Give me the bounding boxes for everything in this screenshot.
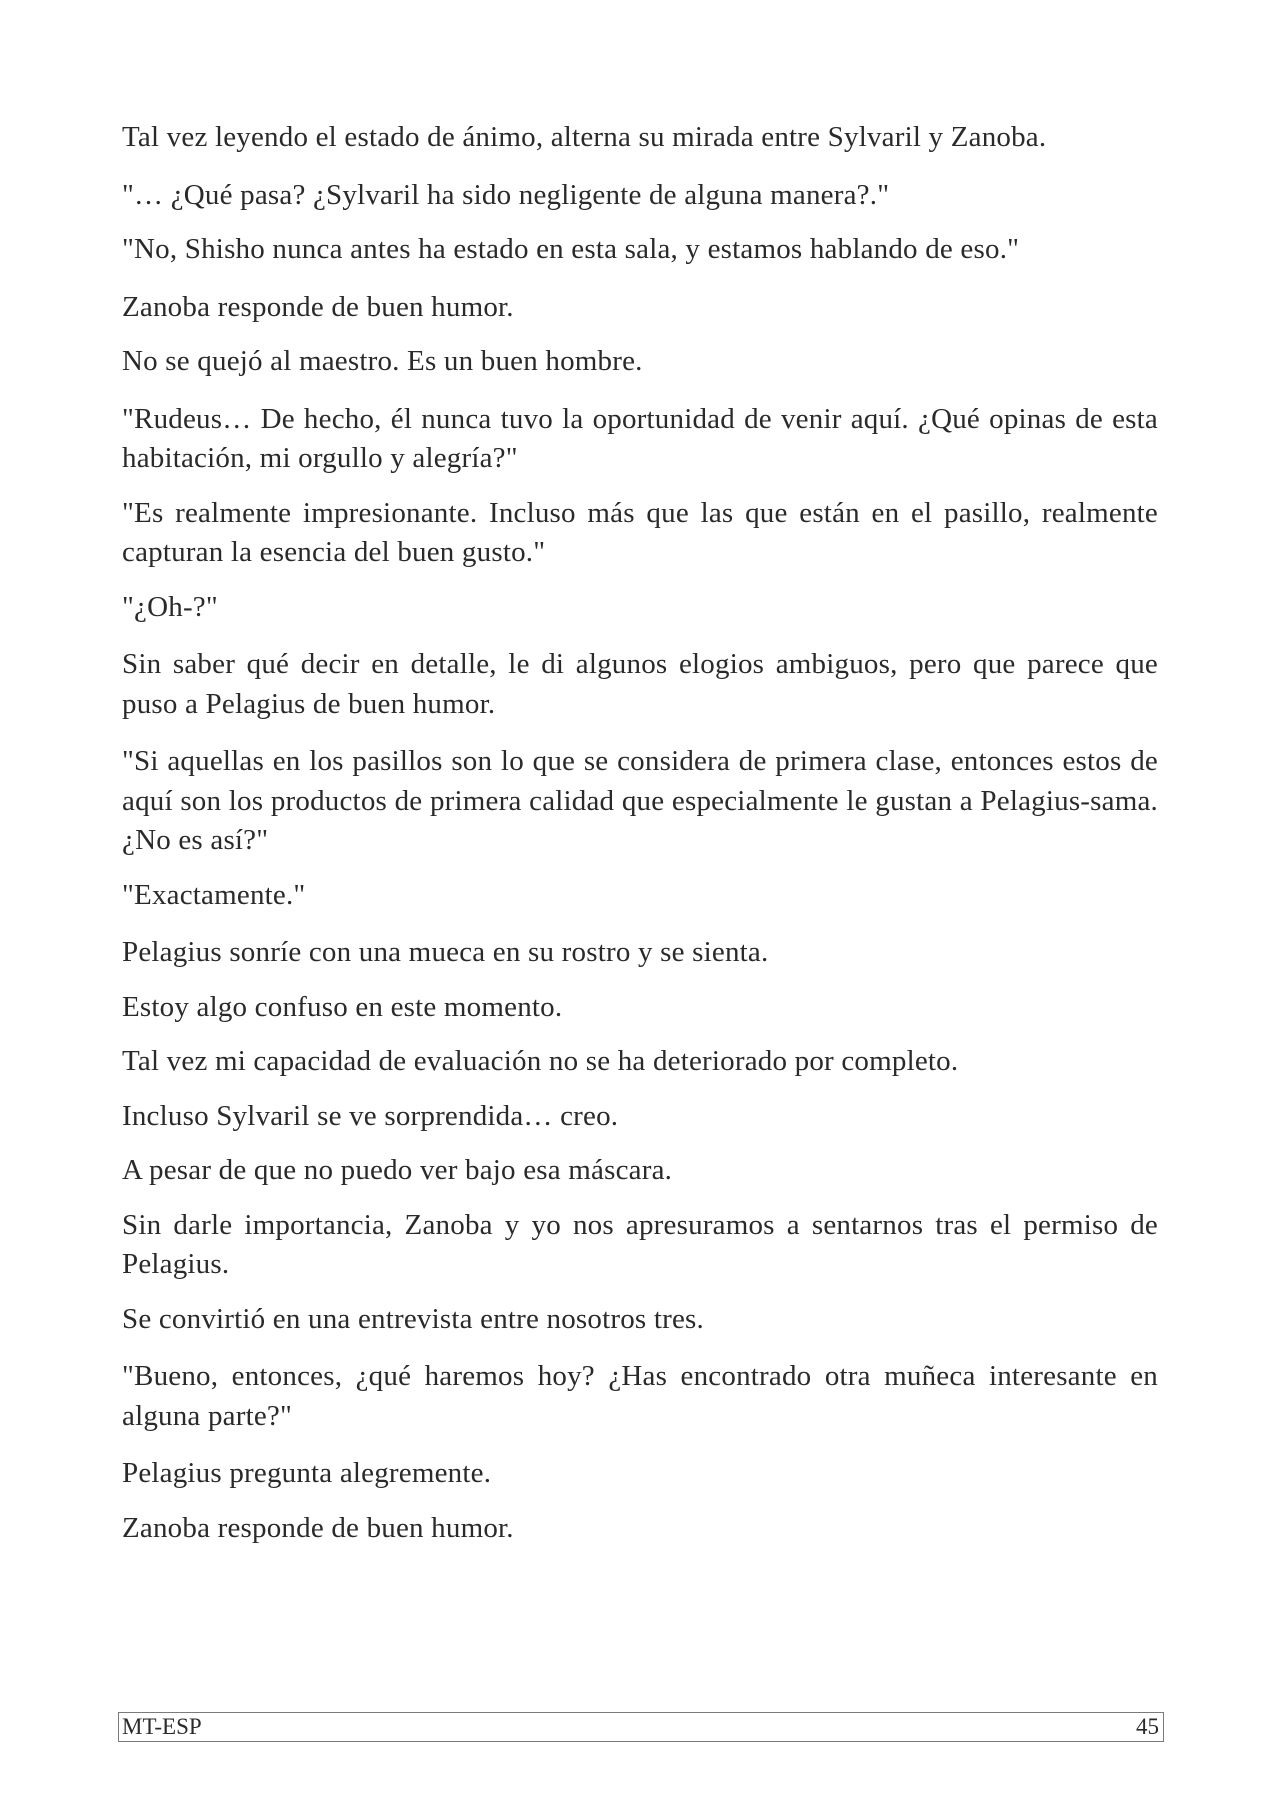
paragraph-11: "Exactamente."	[122, 878, 306, 911]
paragraph-13: Estoy algo confuso en este momento.	[122, 990, 563, 1023]
paragraph-9: Sin saber qué decir en detalle, le di algunos elogios ambiguos, pero que parece que puso a Pelagius de buen humor.	[122, 648, 1158, 720]
paragraph-7: "Es realmente impresionante. Incluso más que las que están en el pasillo, realmente capturan la esencia del buen gusto."	[122, 496, 1158, 568]
paragraph-16: A pesar de que no puedo ver bajo esa máscara.	[122, 1154, 673, 1186]
paragraph-5: No se quejó al maestro. Es un buen hombre.	[122, 345, 643, 377]
paragraph-10: "Si aquellas en los pasillos son lo que se considera de primera clase, entonces estos de aquí son los productos de primera calidad que especialmente le gustan a Pelagius-sama. ¿No es así?"	[122, 745, 1158, 856]
paragraph-1: Tal vez leyendo el estado de ánimo, alterna su mirada entre Sylvaril y Zanoba.	[122, 121, 1047, 153]
paragraph-20: Pelagius pregunta alegremente.	[122, 1457, 492, 1489]
paragraph-18: Se convirtió en una entrevista entre nosotros tres.	[122, 1302, 704, 1335]
page-footer	[118, 1712, 1164, 1742]
paragraph-12: Pelagius sonríe con una mueca en su rostro y se sienta.	[122, 936, 769, 968]
paragraph-6: "Rudeus… De hecho, él nunca tuvo la oportunidad de venir aquí. ¿Qué opinas de esta habitación, mi orgullo y alegría?"	[122, 402, 1158, 474]
page-number: 45	[1136, 1714, 1159, 1739]
paragraph-14: Tal vez mi capacidad de evaluación no se ha deteriorado por completo.	[122, 1045, 959, 1077]
paragraph-17: Sin darle importancia, Zanoba y yo nos apresuramos a sentarnos tras el permiso de Pelagius.	[122, 1208, 1158, 1280]
page-body	[122, 118, 1158, 1548]
paragraph-21: Zanoba responde de buen humor.	[122, 1511, 514, 1544]
paragraph-15: Incluso Sylvaril se ve sorprendida… creo.	[122, 1099, 619, 1132]
paragraph-19: "Bueno, entonces, ¿qué haremos hoy? ¿Has encontrado otra muñeca interesante en alguna parte?"	[122, 1360, 1158, 1432]
paragraph-4: Zanoba responde de buen humor.	[122, 290, 514, 323]
footer-source-label: MT-ESP	[122, 1714, 202, 1739]
paragraph-3: "No, Shisho nunca antes ha estado en esta sala, y estamos hablando de eso."	[122, 233, 1020, 265]
paragraph-8: "¿Oh-?"	[122, 590, 218, 623]
paragraph-2: "… ¿Qué pasa? ¿Sylvaril ha sido negligente de alguna manera?."	[122, 178, 890, 211]
